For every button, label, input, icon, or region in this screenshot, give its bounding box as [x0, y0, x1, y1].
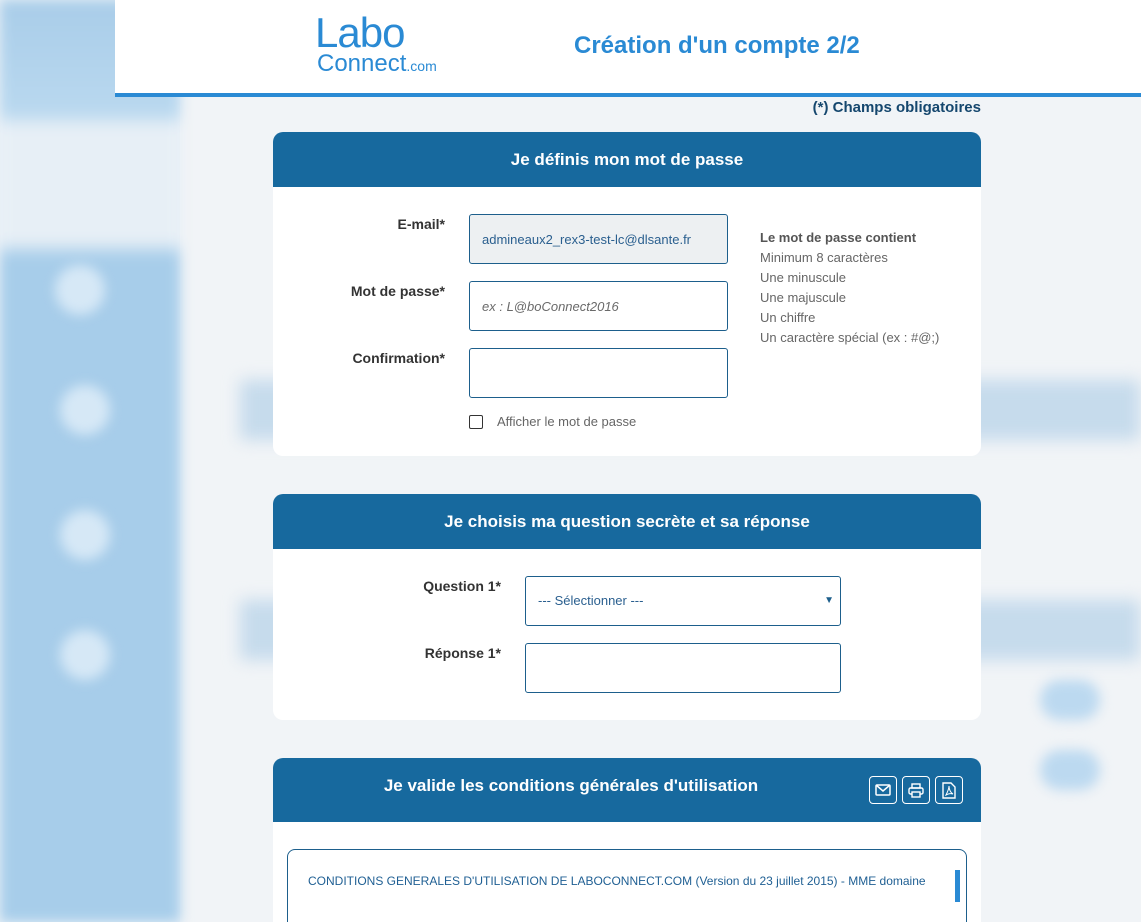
background-blob — [55, 265, 105, 315]
question-selected-value: --- Sélectionner --- — [538, 593, 644, 608]
logo-line2 — [317, 52, 437, 76]
password-rules-title: Le mot de passe contient — [760, 230, 917, 245]
password-rule: Une minuscule — [760, 270, 846, 285]
print-icon — [908, 783, 924, 798]
required-fields-note: (*) Champs obligatoires — [812, 99, 981, 116]
logo-line1: Labo — [315, 9, 405, 56]
show-password-row[interactable] — [469, 414, 636, 429]
background-pill — [1040, 680, 1100, 720]
pdf-button[interactable] — [935, 776, 963, 804]
cgu-text: CONDITIONS GENERALES D'UTILISATION DE LABOCONNECT.COM (Version du 23 juillet 2015) - MME domaine — [308, 874, 926, 888]
logo-word: Connect — [317, 50, 407, 77]
password-rules — [760, 228, 939, 348]
confirmation-label: Confirmation* — [352, 350, 445, 366]
email-field[interactable] — [469, 214, 728, 264]
email-label: E-mail* — [397, 216, 445, 232]
laboconnect-logo[interactable] — [315, 9, 437, 77]
question-select[interactable] — [525, 576, 841, 626]
cgu-text-box[interactable] — [287, 849, 967, 922]
chevron-down-icon: ▼ — [824, 595, 834, 606]
password-label: Mot de passe* — [350, 283, 445, 299]
cgu-section — [273, 758, 981, 922]
logo-suffix: .com — [406, 58, 437, 74]
confirmation-field[interactable] — [469, 348, 728, 398]
secret-question-section-title: Je choisis ma question secrète et sa réponse — [273, 494, 981, 549]
pdf-icon — [942, 782, 956, 799]
header — [115, 0, 1141, 97]
mail-icon — [875, 784, 891, 796]
show-password-label[interactable]: Afficher le mot de passe — [497, 414, 637, 429]
password-section-title: Je définis mon mot de passe — [273, 132, 981, 187]
password-rule: Minimum 8 caractères — [760, 250, 888, 265]
background-pill — [1040, 750, 1100, 790]
show-password-checkbox[interactable] — [469, 415, 483, 429]
password-rule: Une majuscule — [760, 290, 846, 305]
background-sidebar — [0, 0, 180, 922]
background-blob — [60, 385, 110, 435]
background-blob — [60, 630, 110, 680]
secret-question-section — [273, 494, 981, 720]
cgu-scrollbar[interactable] — [955, 870, 960, 902]
page-title: Création d'un compte 2/2 — [574, 32, 860, 59]
answer-label: Réponse 1* — [424, 645, 501, 661]
cgu-section-header — [273, 758, 981, 822]
password-field[interactable] — [469, 281, 728, 331]
question-label: Question 1* — [423, 578, 501, 594]
password-rule: Un chiffre — [760, 310, 816, 325]
background-blob — [60, 510, 110, 560]
print-button[interactable] — [902, 776, 930, 804]
answer-field[interactable] — [525, 643, 841, 693]
cgu-section-title: Je valide les conditions générales d'utilisation — [383, 776, 759, 795]
password-rule: Un caractère spécial (ex : #@;) — [760, 330, 940, 345]
password-section — [273, 132, 981, 456]
mail-button[interactable] — [869, 776, 897, 804]
